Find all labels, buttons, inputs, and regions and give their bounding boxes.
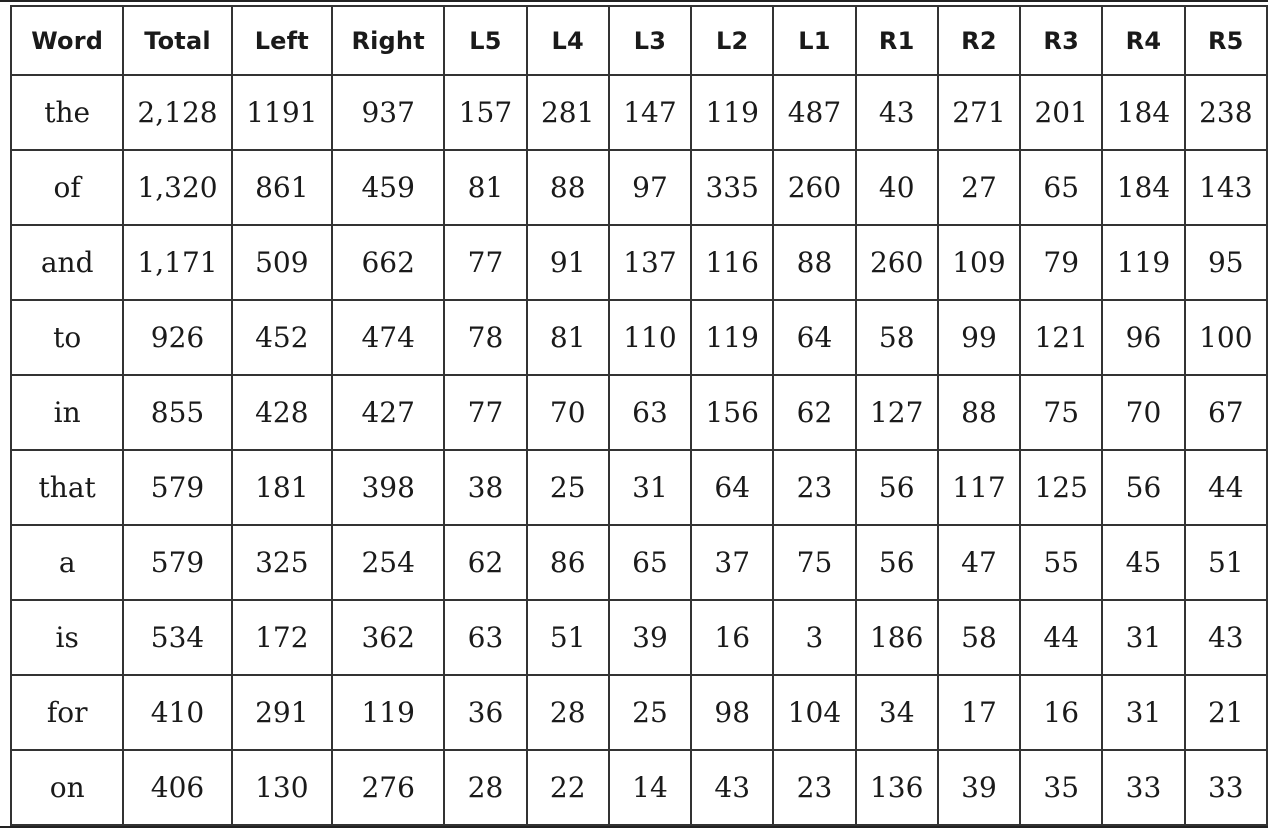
count-cell: 23 xyxy=(773,450,855,525)
count-cell: 98 xyxy=(691,675,773,750)
count-cell: 65 xyxy=(1020,150,1102,225)
column-header-l4: L4 xyxy=(527,6,609,75)
count-cell: 1191 xyxy=(232,75,332,150)
count-cell: 31 xyxy=(1102,600,1184,675)
count-cell: 16 xyxy=(1020,675,1102,750)
count-cell: 81 xyxy=(527,300,609,375)
count-cell: 579 xyxy=(123,525,231,600)
count-cell: 97 xyxy=(609,150,691,225)
count-cell: 147 xyxy=(609,75,691,150)
count-cell: 43 xyxy=(691,750,773,825)
count-cell: 75 xyxy=(1020,375,1102,450)
count-cell: 926 xyxy=(123,300,231,375)
count-cell: 35 xyxy=(1020,750,1102,825)
count-cell: 36 xyxy=(444,675,526,750)
count-cell: 260 xyxy=(773,150,855,225)
count-cell: 291 xyxy=(232,675,332,750)
count-cell: 34 xyxy=(856,675,938,750)
count-cell: 27 xyxy=(938,150,1020,225)
count-cell: 110 xyxy=(609,300,691,375)
count-cell: 39 xyxy=(609,600,691,675)
count-cell: 51 xyxy=(527,600,609,675)
count-cell: 99 xyxy=(938,300,1020,375)
count-cell: 47 xyxy=(938,525,1020,600)
table-row xyxy=(11,300,1267,375)
count-cell: 91 xyxy=(527,225,609,300)
column-header-l2: L2 xyxy=(691,6,773,75)
count-cell: 25 xyxy=(609,675,691,750)
count-cell: 96 xyxy=(1102,300,1184,375)
count-cell: 487 xyxy=(773,75,855,150)
count-cell: 509 xyxy=(232,225,332,300)
count-cell: 38 xyxy=(444,450,526,525)
count-cell: 2,128 xyxy=(123,75,231,150)
word-cell: that xyxy=(11,450,123,525)
count-cell: 33 xyxy=(1185,750,1267,825)
count-cell: 62 xyxy=(444,525,526,600)
count-cell: 77 xyxy=(444,375,526,450)
count-cell: 88 xyxy=(773,225,855,300)
count-cell: 70 xyxy=(527,375,609,450)
table-row xyxy=(11,525,1267,600)
column-header-left: Left xyxy=(232,6,332,75)
count-cell: 109 xyxy=(938,225,1020,300)
count-cell: 56 xyxy=(1102,450,1184,525)
word-cell: in xyxy=(11,375,123,450)
table-body xyxy=(11,75,1267,825)
count-cell: 459 xyxy=(332,150,444,225)
count-cell: 427 xyxy=(332,375,444,450)
word-cell: and xyxy=(11,225,123,300)
count-cell: 28 xyxy=(444,750,526,825)
count-cell: 79 xyxy=(1020,225,1102,300)
count-cell: 136 xyxy=(856,750,938,825)
count-cell: 77 xyxy=(444,225,526,300)
count-cell: 186 xyxy=(856,600,938,675)
count-cell: 125 xyxy=(1020,450,1102,525)
count-cell: 43 xyxy=(1185,600,1267,675)
count-cell: 56 xyxy=(856,450,938,525)
column-header-r3: R3 xyxy=(1020,6,1102,75)
count-cell: 276 xyxy=(332,750,444,825)
table-row xyxy=(11,750,1267,825)
count-cell: 184 xyxy=(1102,150,1184,225)
column-header-word: Word xyxy=(11,6,123,75)
count-cell: 271 xyxy=(938,75,1020,150)
count-cell: 43 xyxy=(856,75,938,150)
count-cell: 157 xyxy=(444,75,526,150)
count-cell: 55 xyxy=(1020,525,1102,600)
column-header-l3: L3 xyxy=(609,6,691,75)
word-frequency-table xyxy=(10,5,1268,826)
count-cell: 67 xyxy=(1185,375,1267,450)
table-row xyxy=(11,75,1267,150)
count-cell: 37 xyxy=(691,525,773,600)
table-row xyxy=(11,675,1267,750)
word-cell: the xyxy=(11,75,123,150)
count-cell: 51 xyxy=(1185,525,1267,600)
count-cell: 44 xyxy=(1185,450,1267,525)
count-cell: 75 xyxy=(773,525,855,600)
word-cell: a xyxy=(11,525,123,600)
count-cell: 63 xyxy=(444,600,526,675)
count-cell: 78 xyxy=(444,300,526,375)
count-cell: 410 xyxy=(123,675,231,750)
count-cell: 100 xyxy=(1185,300,1267,375)
count-cell: 855 xyxy=(123,375,231,450)
column-header-r2: R2 xyxy=(938,6,1020,75)
count-cell: 64 xyxy=(691,450,773,525)
table-row xyxy=(11,150,1267,225)
count-cell: 281 xyxy=(527,75,609,150)
count-cell: 362 xyxy=(332,600,444,675)
count-cell: 184 xyxy=(1102,75,1184,150)
count-cell: 325 xyxy=(232,525,332,600)
count-cell: 58 xyxy=(856,300,938,375)
table-row xyxy=(11,225,1267,300)
count-cell: 1,320 xyxy=(123,150,231,225)
count-cell: 172 xyxy=(232,600,332,675)
count-cell: 662 xyxy=(332,225,444,300)
count-cell: 45 xyxy=(1102,525,1184,600)
count-cell: 474 xyxy=(332,300,444,375)
count-cell: 260 xyxy=(856,225,938,300)
count-cell: 452 xyxy=(232,300,332,375)
count-cell: 861 xyxy=(232,150,332,225)
count-cell: 127 xyxy=(856,375,938,450)
table-row xyxy=(11,600,1267,675)
count-cell: 28 xyxy=(527,675,609,750)
count-cell: 58 xyxy=(938,600,1020,675)
count-cell: 534 xyxy=(123,600,231,675)
word-cell: for xyxy=(11,675,123,750)
count-cell: 254 xyxy=(332,525,444,600)
count-cell: 14 xyxy=(609,750,691,825)
count-cell: 156 xyxy=(691,375,773,450)
column-header-l5: L5 xyxy=(444,6,526,75)
count-cell: 238 xyxy=(1185,75,1267,150)
count-cell: 406 xyxy=(123,750,231,825)
table-row xyxy=(11,375,1267,450)
count-cell: 56 xyxy=(856,525,938,600)
count-cell: 22 xyxy=(527,750,609,825)
count-cell: 95 xyxy=(1185,225,1267,300)
count-cell: 44 xyxy=(1020,600,1102,675)
column-header-r5: R5 xyxy=(1185,6,1267,75)
count-cell: 88 xyxy=(527,150,609,225)
count-cell: 398 xyxy=(332,450,444,525)
count-cell: 201 xyxy=(1020,75,1102,150)
column-header-r1: R1 xyxy=(856,6,938,75)
count-cell: 23 xyxy=(773,750,855,825)
count-cell: 70 xyxy=(1102,375,1184,450)
count-cell: 81 xyxy=(444,150,526,225)
count-cell: 119 xyxy=(691,75,773,150)
count-cell: 31 xyxy=(1102,675,1184,750)
column-header-l1: L1 xyxy=(773,6,855,75)
count-cell: 937 xyxy=(332,75,444,150)
word-cell: is xyxy=(11,600,123,675)
table-row xyxy=(11,450,1267,525)
column-header-r4: R4 xyxy=(1102,6,1184,75)
count-cell: 1,171 xyxy=(123,225,231,300)
count-cell: 40 xyxy=(856,150,938,225)
bottom-rule xyxy=(0,826,1268,828)
word-cell: on xyxy=(11,750,123,825)
count-cell: 21 xyxy=(1185,675,1267,750)
count-cell: 3 xyxy=(773,600,855,675)
column-header-total: Total xyxy=(123,6,231,75)
count-cell: 88 xyxy=(938,375,1020,450)
count-cell: 17 xyxy=(938,675,1020,750)
count-cell: 579 xyxy=(123,450,231,525)
count-cell: 64 xyxy=(773,300,855,375)
count-cell: 86 xyxy=(527,525,609,600)
count-cell: 16 xyxy=(691,600,773,675)
count-cell: 119 xyxy=(332,675,444,750)
count-cell: 137 xyxy=(609,225,691,300)
count-cell: 25 xyxy=(527,450,609,525)
count-cell: 119 xyxy=(1102,225,1184,300)
word-cell: of xyxy=(11,150,123,225)
count-cell: 121 xyxy=(1020,300,1102,375)
top-rule xyxy=(0,0,1268,2)
count-cell: 428 xyxy=(232,375,332,450)
count-cell: 335 xyxy=(691,150,773,225)
count-cell: 119 xyxy=(691,300,773,375)
count-cell: 117 xyxy=(938,450,1020,525)
column-header-right: Right xyxy=(332,6,444,75)
count-cell: 31 xyxy=(609,450,691,525)
count-cell: 63 xyxy=(609,375,691,450)
count-cell: 39 xyxy=(938,750,1020,825)
count-cell: 116 xyxy=(691,225,773,300)
count-cell: 65 xyxy=(609,525,691,600)
word-cell: to xyxy=(11,300,123,375)
count-cell: 143 xyxy=(1185,150,1267,225)
table-header-row xyxy=(11,6,1267,75)
count-cell: 104 xyxy=(773,675,855,750)
count-cell: 62 xyxy=(773,375,855,450)
count-cell: 130 xyxy=(232,750,332,825)
count-cell: 33 xyxy=(1102,750,1184,825)
count-cell: 181 xyxy=(232,450,332,525)
